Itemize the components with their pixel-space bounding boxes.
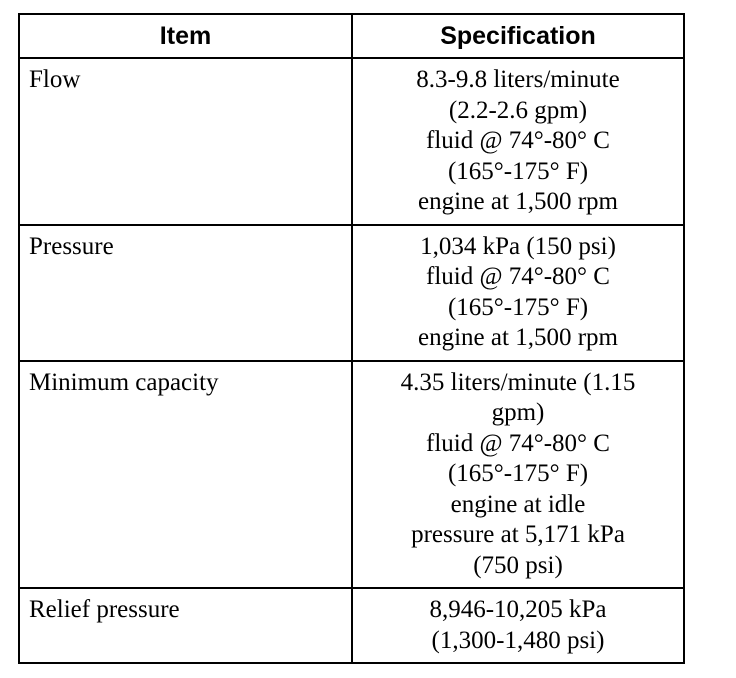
table-row <box>19 588 684 663</box>
spec-line: engine at 1,500 rpm <box>418 324 618 351</box>
item-cell: Relief pressure <box>19 588 352 663</box>
spec-line: fluid @ 74°-80° C <box>426 127 610 154</box>
item-cell: Pressure <box>19 225 352 361</box>
spec-line: 4.35 liters/minute (1.15 <box>400 368 636 396</box>
spec-line: engine at 1,500 rpm <box>418 188 618 215</box>
table-row <box>19 361 684 589</box>
spec-cell <box>352 58 684 225</box>
table-row <box>19 58 684 225</box>
item-cell: Flow <box>19 58 352 225</box>
spec-line: engine at idle <box>450 490 586 518</box>
spec-line: 1,034 kPa (150 psi) <box>420 232 616 260</box>
specification-table <box>18 13 685 664</box>
spec-line: (750 psi) <box>473 551 563 579</box>
spec-cell <box>352 225 684 361</box>
spec-cell <box>352 588 684 663</box>
spec-line: (2.2-2.6 gpm) <box>448 96 588 124</box>
spec-line: (165°-175° F) <box>447 293 589 321</box>
header-item: Item <box>19 14 352 58</box>
spec-line: fluid @ 74°-80° C <box>426 429 610 457</box>
header-specification: Specification <box>352 14 684 58</box>
spec-line: (165°-175° F) <box>447 157 589 185</box>
spec-line: gpm) <box>491 399 545 426</box>
spec-line: (165°-175° F) <box>447 460 589 487</box>
spec-cell <box>352 361 684 589</box>
table-row <box>19 225 684 361</box>
table-header-row <box>19 14 684 58</box>
spec-line: fluid @ 74°-80° C <box>426 263 610 290</box>
spec-line: 8,946-10,205 kPa <box>429 596 607 623</box>
spec-line: pressure at 5,171 kPa <box>411 521 625 548</box>
spec-line: 8.3-9.8 liters/minute <box>416 66 620 93</box>
spec-line: (1,300-1,480 psi) <box>431 626 605 654</box>
item-cell: Minimum capacity <box>19 361 352 589</box>
